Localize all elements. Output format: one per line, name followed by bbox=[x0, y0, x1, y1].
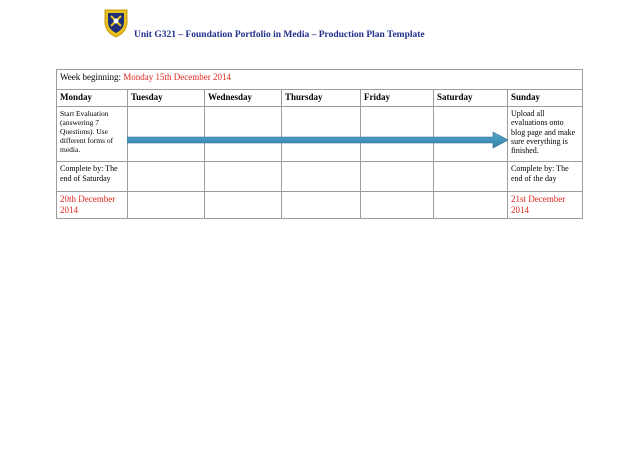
week-beginning-cell bbox=[57, 70, 583, 90]
complete-by-saturday bbox=[434, 162, 508, 192]
day-header-tuesday: Tuesday bbox=[128, 90, 205, 107]
complete-by-monday: Complete by: The end of Saturday bbox=[57, 162, 128, 192]
complete-by-row bbox=[57, 162, 583, 192]
date-thursday bbox=[282, 192, 361, 219]
complete-by-tuesday bbox=[128, 162, 205, 192]
task-monday: Start Evaluation (answering 7 Questions). Use different forms of media. bbox=[57, 107, 128, 162]
complete-by-thursday bbox=[282, 162, 361, 192]
day-header-saturday: Saturday bbox=[434, 90, 508, 107]
date-sunday: 21st December 2014 bbox=[508, 192, 583, 219]
task-sunday: Upload all evaluations onto blog page and make sure everything is finished. bbox=[508, 107, 583, 162]
day-header-monday: Monday bbox=[57, 90, 128, 107]
date-wednesday bbox=[205, 192, 282, 219]
date-tuesday bbox=[128, 192, 205, 219]
date-monday: 20th December 2014 bbox=[57, 192, 128, 219]
day-header-wednesday: Wednesday bbox=[205, 90, 282, 107]
day-header-row bbox=[57, 90, 583, 107]
complete-by-friday bbox=[361, 162, 434, 192]
week-beginning-row bbox=[57, 70, 583, 90]
document-title: Unit G321 – Foundation Portfolio in Media – Production Plan Template bbox=[134, 30, 425, 40]
school-crest-icon bbox=[103, 8, 129, 38]
long-right-arrow-icon bbox=[127, 130, 510, 150]
date-friday bbox=[361, 192, 434, 219]
complete-by-sunday: Complete by: The end of the day bbox=[508, 162, 583, 192]
week-beginning-value: Monday 15th December 2014 bbox=[123, 72, 231, 82]
complete-by-wednesday bbox=[205, 162, 282, 192]
date-saturday bbox=[434, 192, 508, 219]
day-header-sunday: Sunday bbox=[508, 90, 583, 107]
day-header-friday: Friday bbox=[361, 90, 434, 107]
day-header-thursday: Thursday bbox=[282, 90, 361, 107]
date-row bbox=[57, 192, 583, 219]
week-beginning-label: Week beginning: bbox=[60, 72, 124, 82]
